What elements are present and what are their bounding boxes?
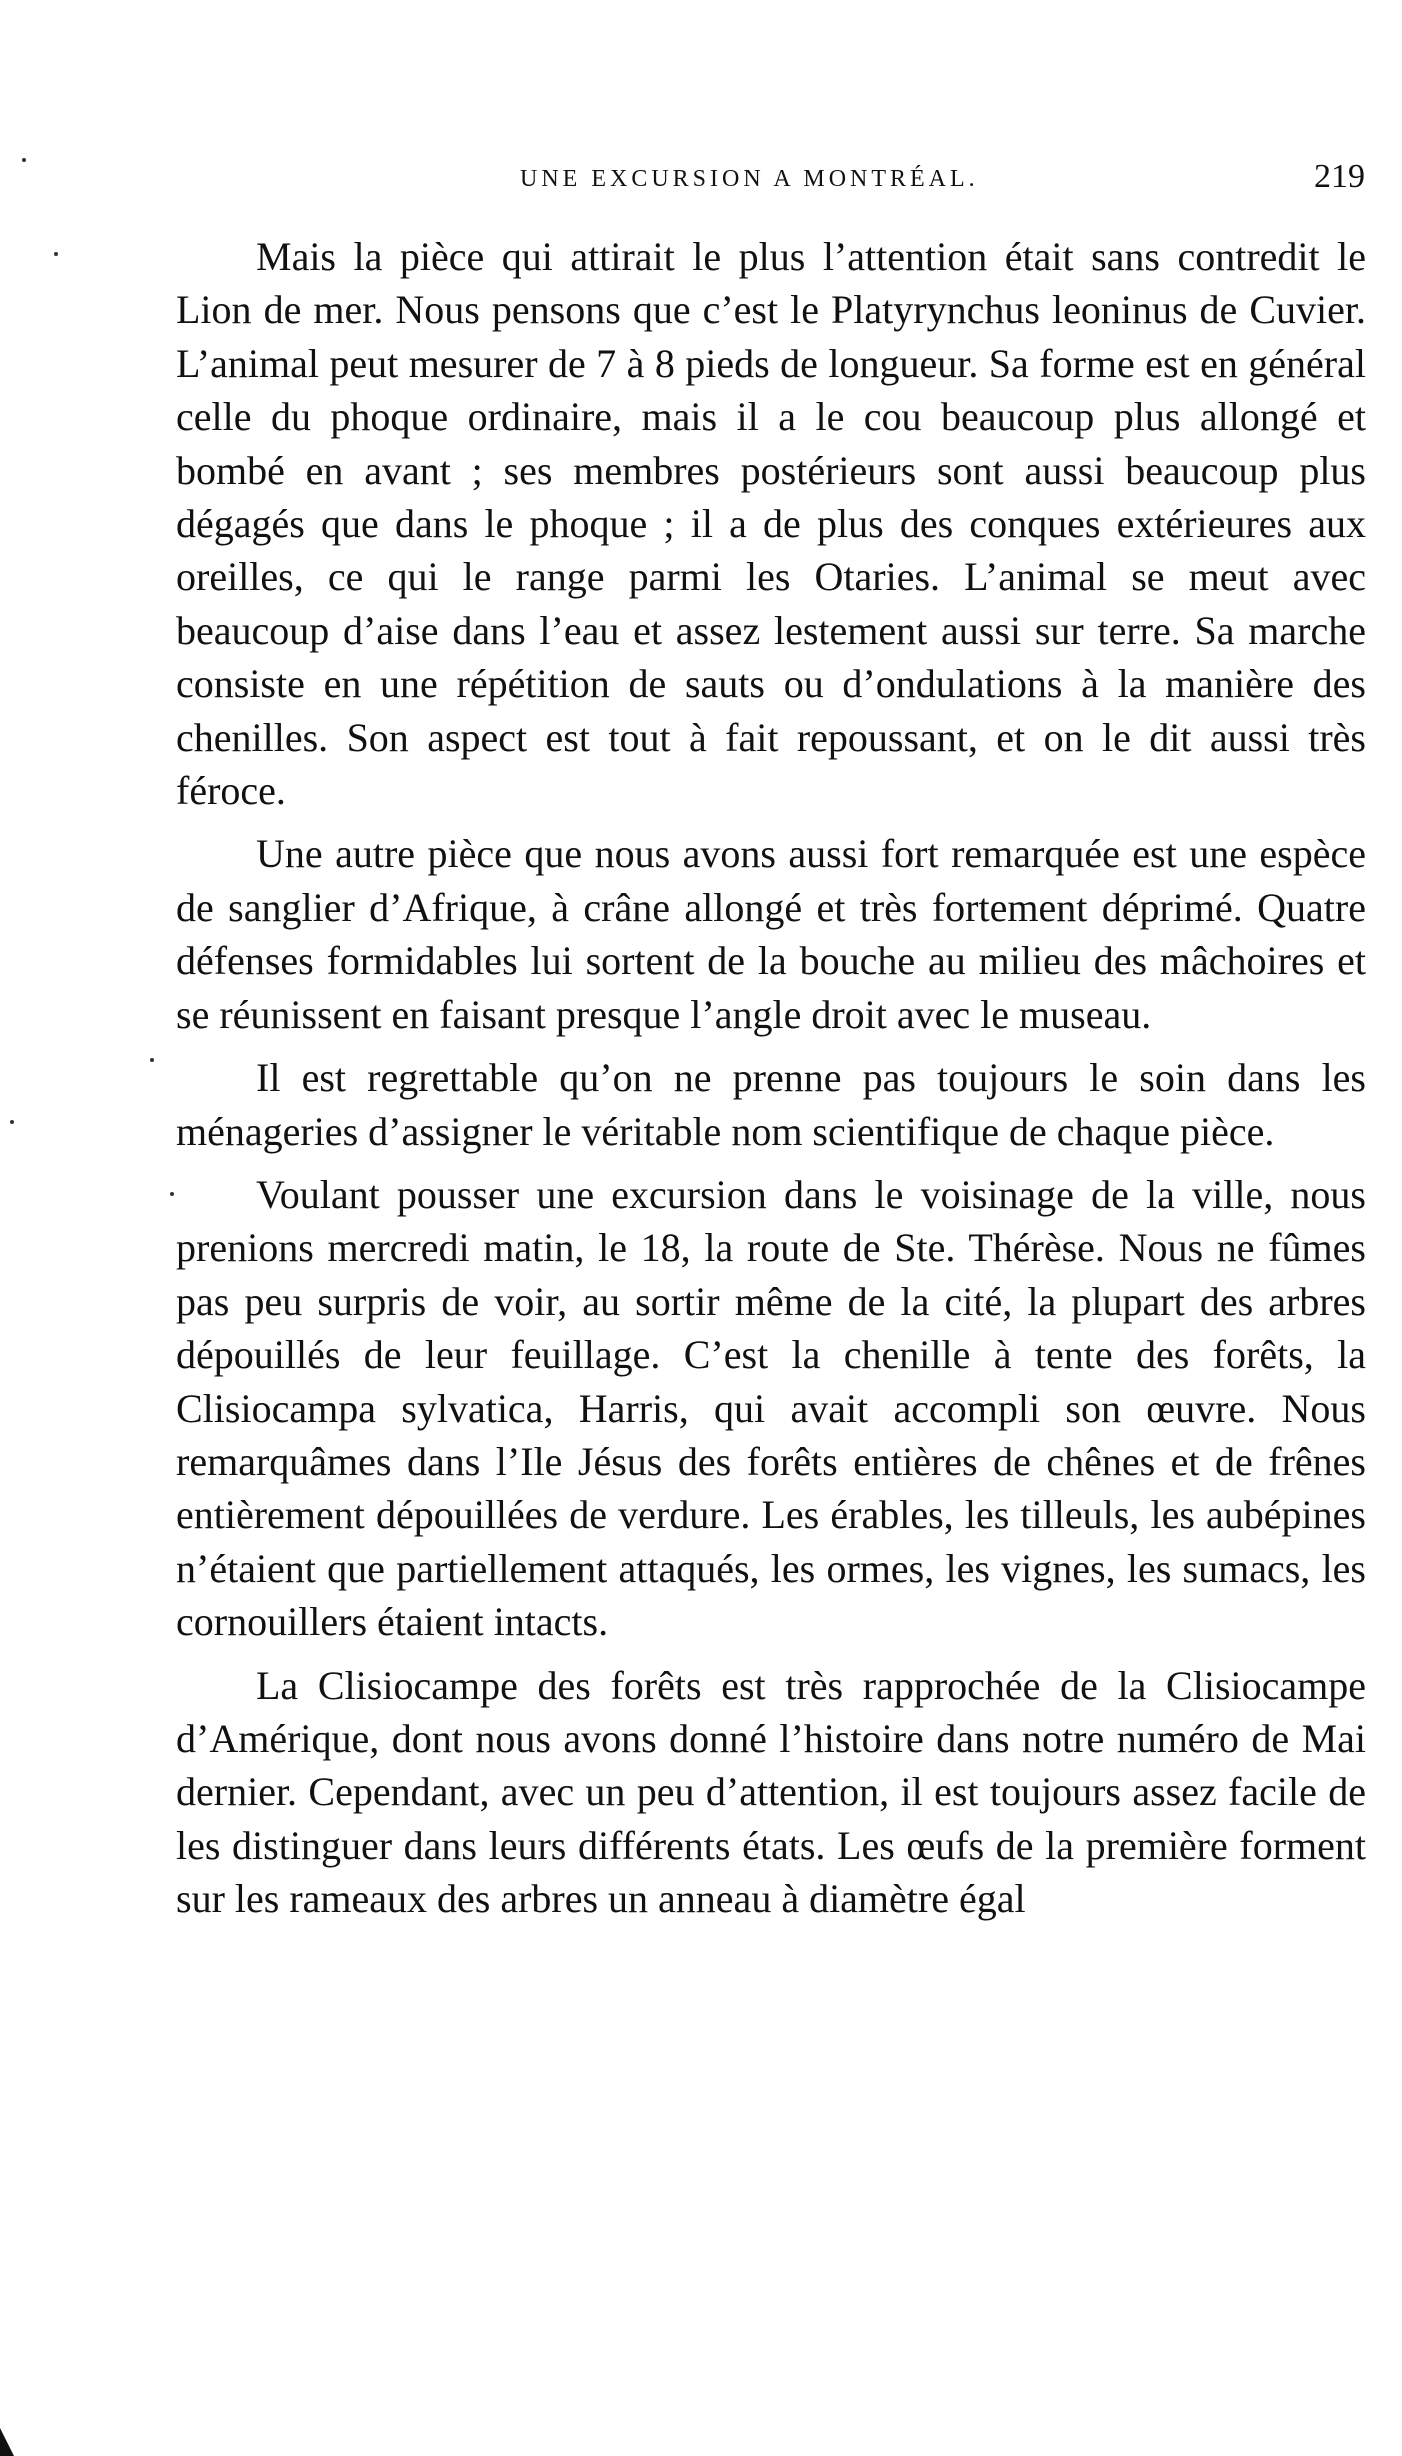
page-number: 219 <box>1314 158 1365 195</box>
print-speck <box>54 252 58 256</box>
print-speck <box>22 158 26 162</box>
paragraph-excursion: Voulant pousser une excursion dans le voisinage de la ville, nous prenions mercredi matin, le 18, la route de Ste. Thérèse. Nous ne fûmes pas peu surpris de voir, au sortir même de la cité, la plupart des arbres dépouillés de leur feuillage. C’est la chenille à tente des forêts, la Clisiocampa sylvatica, Harris, qui avait accompli son œuvre. Nous remarquâmes dans l’Ile Jésus des forêts entières de chênes et de frênes entièrement dépouillées de verdure. Les érables, les tilleuls, les aubépines n’étaient que partiellement attaqués, les ormes, les vignes, les sumacs, les cornouillers étaient intacts. <box>176 1171 1366 1645</box>
paragraph-menageries: Il est regrettable qu’on ne prenne pas toujours le soin dans les ménageries d’assigner le véritable nom scientifique de chaque pièce. <box>176 1055 1366 1154</box>
body-text <box>176 230 1366 1926</box>
page-header <box>200 158 1365 206</box>
paragraph-clisiocampe: La Clisiocampe des forêts est très rapprochée de la Clisiocampe d’Amérique, dont nous avons donné l’histoire dans notre numéro de Mai dernier. Cependant, avec un peu d’attention, il est toujours assez facile de les distinguer dans leurs différents états. Les œufs de la première forment sur les rameaux des arbres un anneau à diamètre égal <box>176 1662 1366 1922</box>
print-speck <box>150 1058 154 1062</box>
print-speck <box>10 1120 14 1124</box>
scan-corner-mark <box>0 2428 14 2456</box>
paragraph-lion-de-mer: Mais la pièce qui attirait le plus l’attention était sans contredit le Lion de mer. Nous pensons que c’est le Platyrynchus leoninus de Cuvier. L’animal peut mesurer de 7 à 8 pieds de longueur. Sa forme est en général celle du phoque ordinaire, mais il a le cou beaucoup plus allongé et bombé en avant ; ses membres postérieurs sont aussi beaucoup plus dégagés que dans le phoque ; il a de plus des conques extérieures aux oreilles, ce qui le range parmi les Otaries. L’animal se meut avec beaucoup d’aise dans l’eau et assez lestement aussi sur terre. Sa marche consiste en une répétition de sauts ou d’ondulations à la manière des chenilles. Son aspect est tout à fait repoussant, et on le dit aussi très féroce. <box>176 234 1366 814</box>
print-speck <box>170 1192 174 1196</box>
running-title: UNE EXCURSION A MONTRÉAL. <box>520 166 979 192</box>
paragraph-sanglier: Une autre pièce que nous avons aussi fort remarquée est une espèce de sanglier d’Afrique, à crâne allongé et très fortement déprimé. Quatre défenses formidables lui sortent de la bouche au milieu des mâchoires et se réunissent en faisant presque l’angle droit avec le museau. <box>176 831 1366 1037</box>
